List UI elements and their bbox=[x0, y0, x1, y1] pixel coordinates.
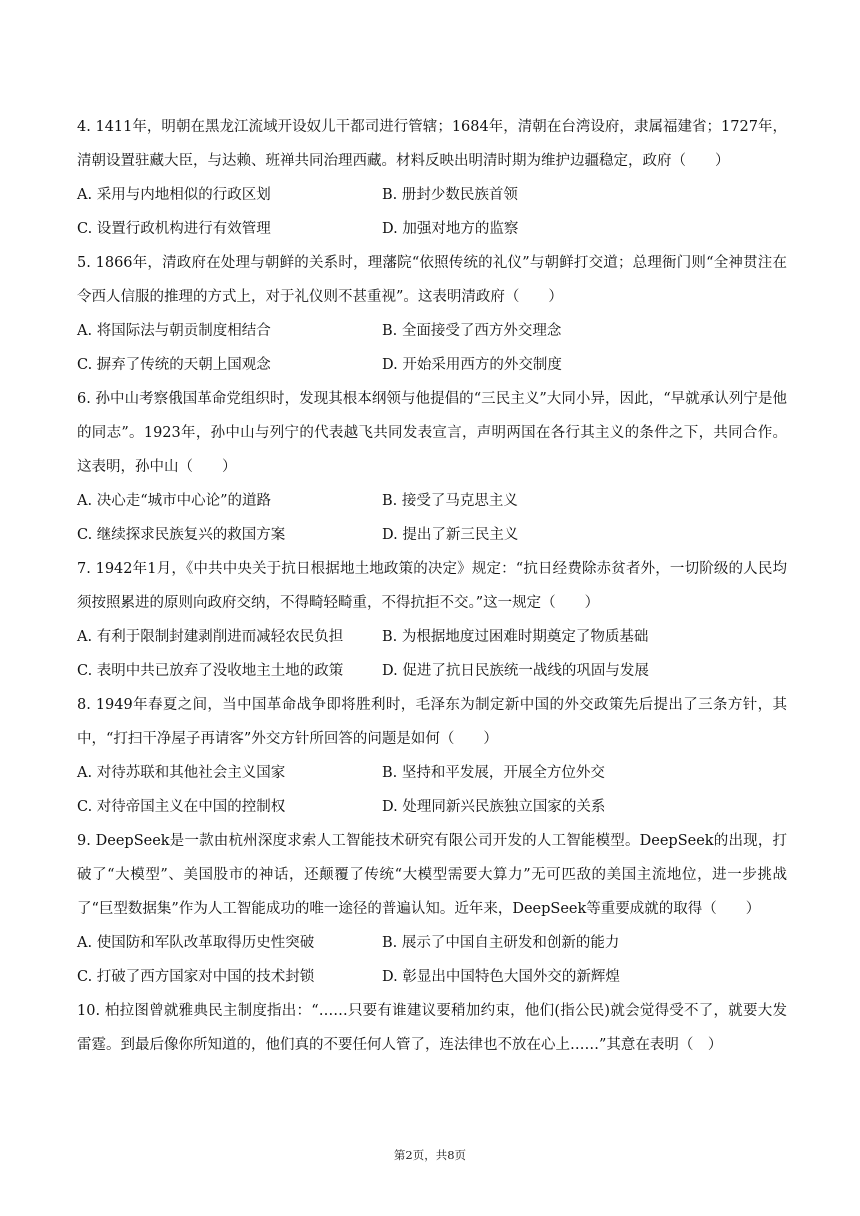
option-b: B. 坚持和平发展，开展全方位外交 bbox=[382, 765, 605, 781]
option-b: B. 接受了马克思主义 bbox=[382, 493, 518, 509]
option-row bbox=[77, 484, 787, 518]
question-stem: 8. 1949年春夏之间，当中国革命战争即将胜利时，毛泽东为制定新中国的外交政策先后提出了三条方针，其中，“打扫干净屋子再请客”外交方针所回答的问题是如何（ ） bbox=[77, 697, 787, 747]
option-d: D. 彰显出中国特色大国外交的新辉煌 bbox=[382, 969, 620, 985]
question-list bbox=[77, 110, 787, 1062]
option-a: A. 决心走“城市中心论”的道路 bbox=[77, 493, 272, 509]
option-row bbox=[77, 790, 787, 824]
option-c: C. 表明中共已放弃了没收地主土地的政策 bbox=[77, 663, 344, 679]
option-b: B. 为根据地度过困难时期奠定了物质基础 bbox=[382, 629, 649, 645]
option-row bbox=[77, 960, 787, 994]
option-row bbox=[77, 212, 787, 246]
question-7 bbox=[77, 552, 787, 688]
page-number-footer: 第2页，共8页 bbox=[393, 1148, 467, 1162]
option-c: C. 对待帝国主义在中国的控制权 bbox=[77, 799, 286, 815]
option-row bbox=[77, 518, 787, 552]
question-4 bbox=[77, 110, 787, 246]
option-d: D. 促进了抗日民族统一战线的巩固与发展 bbox=[382, 663, 649, 679]
question-stem: 4. 1411年，明朝在黑龙江流域开设奴儿干都司进行管辖；1684年，清朝在台湾设府，隶属福建省；1727年，清朝设置驻藏大臣，与达赖、班禅共同治理西藏。材料反映出明清时期为维护边疆稳定，政府（ ） bbox=[77, 119, 787, 169]
question-5 bbox=[77, 246, 787, 382]
question-6 bbox=[77, 382, 787, 552]
question-stem: 7. 1942年1月，《中共中央关于抗日根据地土地政策的决定》规定：“抗日经费除赤贫者外，一切阶级的人民均须按照累进的原则向政府交纳，不得畸轻畸重，不得抗拒不交。”这一规定（ ） bbox=[77, 561, 787, 611]
option-a: A. 有利于限制封建剥削进而减轻农民负担 bbox=[77, 629, 344, 645]
option-d: D. 提出了新三民主义 bbox=[382, 527, 519, 543]
question-10 bbox=[77, 994, 787, 1062]
option-d: D. 处理同新兴民族独立国家的关系 bbox=[382, 799, 606, 815]
option-c: C. 设置行政机构进行有效管理 bbox=[77, 221, 271, 237]
option-row bbox=[77, 654, 787, 688]
option-c: C. 继续探求民族复兴的救国方案 bbox=[77, 527, 286, 543]
option-a: A. 使国防和军队改革取得历史性突破 bbox=[77, 935, 315, 951]
option-b: B. 全面接受了西方外交理念 bbox=[382, 323, 562, 339]
question-stem: 10. 柏拉图曾就雅典民主制度指出：“……只要有谁建议要稍加约束，他们(指公民)就会觉得受不了，就要大发雷霆。到最后像你所知道的，他们真的不要任何人管了，连法律也不放在心上……”其意在表明（ ） bbox=[77, 1003, 787, 1053]
option-d: D. 开始采用西方的外交制度 bbox=[382, 357, 562, 373]
option-c: C. 摒弃了传统的天朝上国观念 bbox=[77, 357, 271, 373]
option-row bbox=[77, 620, 787, 654]
question-stem: 6. 孙中山考察俄国革命党组织时，发现其根本纲领与他提倡的“三民主义”大同小异，因此，“早就承认列宁是他的同志”。1923年，孙中山与列宁的代表越飞共同发表宣言，声明两国在各行其主义的条件之下，共同合作。这表明，孙中山（ ） bbox=[77, 391, 787, 475]
question-stem: 9. DeepSeek是一款由杭州深度求索人工智能技术研究有限公司开发的人工智能模型。DeepSeek的出现，打破了“大模型”、美国股市的神话，还颠覆了传统“大模型需要大算力”无可匹敌的美国主流地位，进一步挑战了“巨型数据集”作为人工智能成功的唯一途径的普遍认知。近年来，DeepSeek等重要成就的取得（ ） bbox=[77, 833, 787, 917]
option-b: B. 册封少数民族首领 bbox=[382, 187, 518, 203]
option-row bbox=[77, 348, 787, 382]
option-a: A. 将国际法与朝贡制度相结合 bbox=[77, 323, 271, 339]
question-9 bbox=[77, 824, 787, 994]
option-c: C. 打破了西方国家对中国的技术封锁 bbox=[77, 969, 315, 985]
option-a: A. 采用与内地相似的行政区划 bbox=[77, 187, 271, 203]
option-b: B. 展示了中国自主研发和创新的能力 bbox=[382, 935, 620, 951]
option-d: D. 加强对地方的监察 bbox=[382, 221, 519, 237]
option-a: A. 对待苏联和其他社会主义国家 bbox=[77, 765, 286, 781]
option-row bbox=[77, 178, 787, 212]
question-stem: 5. 1866年，清政府在处理与朝鲜的关系时，理藩院“依照传统的礼仪”与朝鲜打交道；总理衙门则“全神贯注在令西人信服的推理的方式上，对于礼仪则不甚重视”。这表明清政府（ ） bbox=[77, 255, 787, 305]
option-row bbox=[77, 926, 787, 960]
question-8 bbox=[77, 688, 787, 824]
option-row bbox=[77, 756, 787, 790]
option-row bbox=[77, 314, 787, 348]
